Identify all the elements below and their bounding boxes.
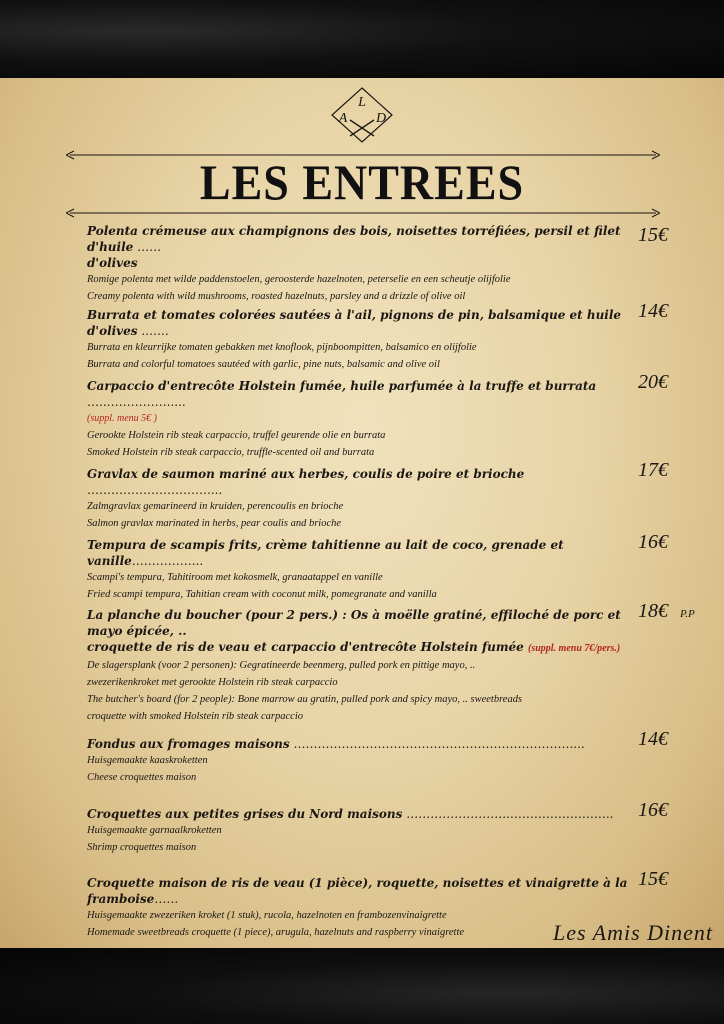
menu-item-croquettes-grises: [87, 806, 647, 856]
item-desc-en: Shrimp croquettes maison: [87, 842, 197, 853]
item-name: La planche du boucher (pour 2 pers.) : Os à moëlle gratiné, effiloché de porc et mayo épicée, ..: [87, 608, 621, 638]
menu-item-carpaccio: [87, 378, 647, 461]
item-desc-en: Smoked Holstein rib steak carpaccio, truffle-scented oil and burrata: [87, 447, 375, 458]
item-price: 17€: [638, 459, 668, 481]
menu-item-fondus: [87, 736, 647, 786]
item-price: 14€: [638, 728, 668, 750]
item-desc-en: Creamy polenta with wild mushrooms, roasted hazelnuts, parsley and a drizzle of olive oil: [87, 291, 466, 302]
item-supplement: (suppl. menu 7€/pers.): [528, 643, 621, 654]
item-desc-en: Cheese croquettes maison: [87, 772, 197, 783]
item-desc-en-cont: croquette with smoked Holstein rib steak carpaccio: [87, 711, 303, 722]
page-title: LES ENTREES: [199, 154, 525, 211]
divider-bottom: [66, 208, 660, 218]
item-price: 16€: [638, 531, 668, 553]
item-name: Carpaccio d'entrecôte Holstein fumée, huile parfumée à la truffe et burrata …..…………….....: [87, 379, 597, 409]
item-desc-nl: Huisgemaakte kaaskroketten: [87, 755, 208, 766]
item-desc-en: Salmon gravlax marinated in herbs, pear coulis and brioche: [87, 518, 342, 529]
item-name-cont: croquette de ris de veau et carpaccio d'entrecôte Holstein fumée (suppl. menu 7€/pers.): [87, 640, 621, 654]
logo-letter-a: A: [338, 111, 348, 126]
item-name: Tempura de scampis frits, crème tahitienne au lait de coco, grenade et vanille……………...: [87, 538, 564, 568]
item-price: 20€: [638, 371, 668, 393]
menu-item-burrata: [87, 307, 647, 373]
item-name: Croquette maison de ris de veau (1 pièce), roquette, noisettes et vinaigrette à la framboise……: [87, 876, 628, 906]
logo-letter-d: D: [375, 111, 387, 126]
item-supplement: (suppl. menu 5€ ): [87, 413, 157, 424]
item-desc-nl-cont: zwezerikenkroket met gerookte Holstein rib steak carpaccio: [87, 677, 338, 688]
item-price: 16€: [638, 799, 668, 821]
menu-item-polenta: [87, 223, 647, 305]
item-desc-en: Fried scampi tempura, Tahitian cream with coconut milk, pomegranate and vanilla: [87, 589, 437, 600]
item-desc-en: Homemade sweetbreads croquette (1 piece), arugula, hazelnuts and raspberry vinaigrette: [87, 927, 465, 938]
menu-item-butcher-board: [87, 607, 647, 725]
item-price: 15€: [638, 868, 668, 890]
item-price: 18€: [638, 600, 668, 622]
item-name-cont: d'olives: [87, 256, 138, 270]
menu-item-gravlax: [87, 466, 647, 532]
item-price: 15€: [638, 224, 668, 246]
item-name: Gravlax de saumon mariné aux herbes, coulis de poire et brioche …………………………....: [87, 467, 525, 497]
item-name: Burrata et tomates colorées sautées à l'ail, pignons de pin, balsamique et huile d'olives ..…..: [87, 308, 622, 338]
item-desc-nl: Gerookte Holstein rib steak carpaccio, truffel geurende olie en burrata: [87, 430, 386, 441]
item-desc-nl: Burrata en kleurrijke tomaten gebakken met knoflook, pijnboompitten, balsamico en olijfolie: [87, 342, 477, 353]
item-price-per-person: P.P: [680, 608, 695, 620]
item-price: 14€: [638, 300, 668, 322]
signature: Les Amis Dinent: [553, 920, 714, 945]
item-desc-nl: Scampi's tempura, Tahitiroom met kokosmelk, granaatappel en vanille: [87, 572, 383, 583]
item-desc-en: The butcher's board (for 2 people): Bone marrow au gratin, pulled pork and spicy mayo, .. sweetbreads: [87, 694, 523, 705]
item-desc-en: Burrata and colorful tomatoes sautéed with garlic, pine nuts, balsamic and olive oil: [87, 359, 440, 370]
item-name: Polenta crémeuse aux champignons des bois, noisettes torréfiées, persil et filet d'huile ……: [87, 224, 621, 254]
item-desc-nl: Romige polenta met wilde paddenstoelen, geroosterde hazelnoten, peterselie en een scheutje olijfolie: [87, 274, 511, 285]
item-name: Croquettes aux petites grises du Nord maisons ……………………..……………………..: [87, 807, 614, 821]
item-desc-nl: Zalmgravlax gemarineerd in kruiden, perencoulis en brioche: [87, 501, 344, 512]
menu-item-tempura: [87, 537, 647, 603]
logo-letter-l: L: [358, 95, 366, 110]
item-desc-nl: De slagersplank (voor 2 personen): Gegratineerde beenmerg, pulled pork en pittige mayo, ..: [87, 660, 476, 671]
top-ornamental-band: [0, 0, 724, 78]
bottom-ornamental-band: [0, 948, 724, 1024]
item-desc-nl: Huisgemaakte zwezeriken kroket (1 stuk), rucola, hazelnoten en frambozenvinaigrette: [87, 910, 447, 921]
item-name: Fondus aux fromages maisons ……………………………………………………………....: [87, 737, 585, 751]
restaurant-logo: [328, 86, 396, 144]
item-desc-nl: Huisgemaakte garnaalkroketten: [87, 825, 222, 836]
